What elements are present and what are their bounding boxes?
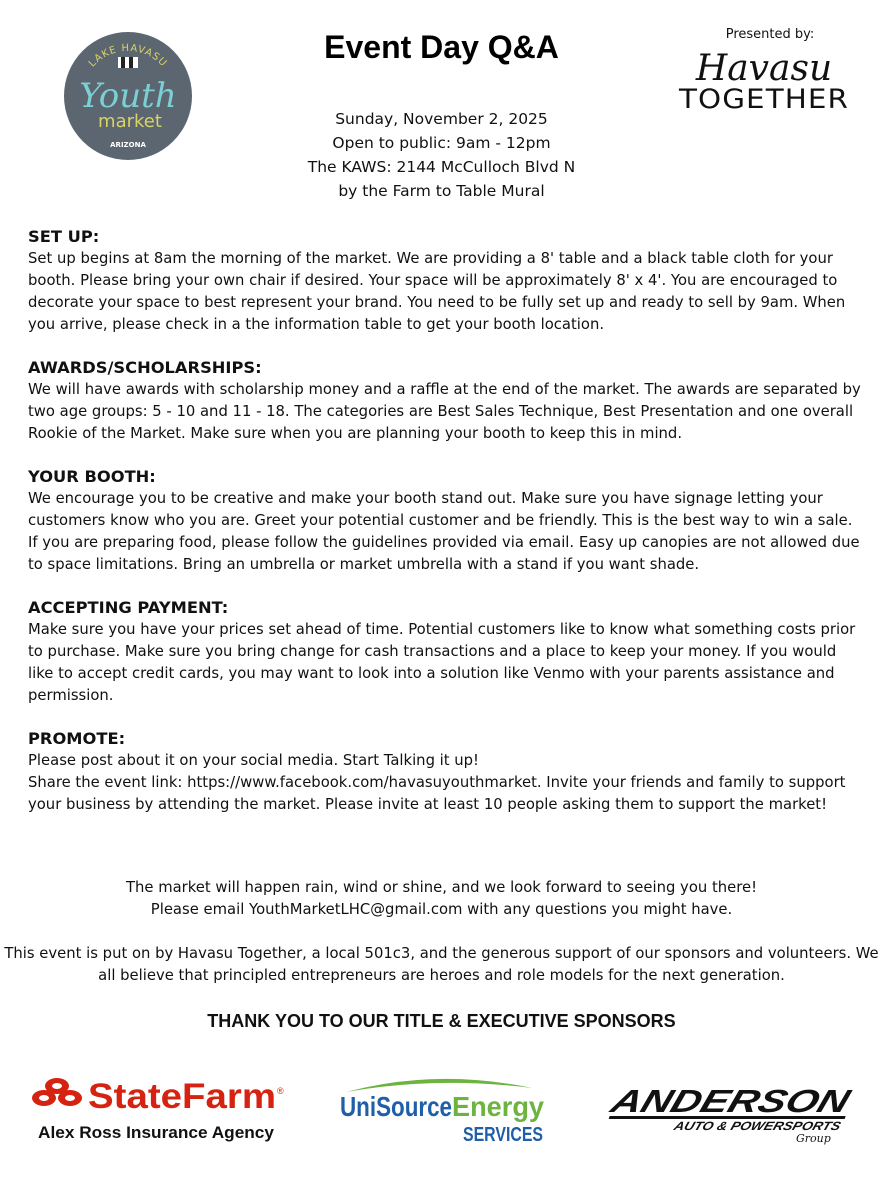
closing-line-email: Please email YouthMarketLHC@gmail.com with any questions you might have. bbox=[150, 901, 733, 918]
havasu-together-logo bbox=[676, 46, 852, 116]
anderson-group: Group bbox=[796, 1132, 831, 1145]
event-date: Sunday, November 2, 2025 bbox=[335, 110, 548, 128]
event-info bbox=[0, 107, 883, 203]
logo-arizona-text: ARIZONA bbox=[110, 141, 146, 149]
state-farm-logo bbox=[30, 1072, 290, 1147]
section-text: Set up begins at 8am the morning of the market. We are providing a 8' table and a black table cloth for your booth. Please bring your own chair if desired. Your space will be approximately 8' x 4'. You are encouraged to decorate your space to best represent your brand. You need to be fully set up and ready to sell by 9am. When you arrive, please check in a the information table to get your booth location. bbox=[28, 250, 846, 333]
section-awards bbox=[28, 357, 863, 445]
state-farm-agency: Alex Ross Insurance Agency bbox=[38, 1124, 275, 1142]
section-heading: ACCEPTING PAYMENT: bbox=[28, 598, 229, 617]
section-text: We encourage you to be creative and make your booth stand out. Make sure you have signage letting your customers know who you are. Greet your potential customer and be friendly. This is the best way to win a sale. If you are preparing food, please follow the guidelines provided via email. Easy up canopies are not allowed due to space limitations. Bring an umbrella or market umbrella with a stand if you want shade. bbox=[28, 490, 860, 573]
havasu-script-text: Havasu bbox=[695, 48, 833, 89]
logo-market-text: market bbox=[98, 111, 162, 132]
sponsors-heading: THANK YOU TO OUR TITLE & EXECUTIVE SPONSORS bbox=[207, 1011, 676, 1031]
section-heading: PROMOTE: bbox=[28, 729, 126, 748]
section-setup bbox=[28, 226, 863, 336]
event-location-detail: by the Farm to Table Mural bbox=[338, 182, 545, 200]
closing-line-about: This event is put on by Havasu Together, a local 501c3, and the generous support of our sponsors and volunteers. We all believe that principled entrepreneurs are heroes and role models for the next generation. bbox=[4, 945, 879, 984]
presented-by-label: Presented by: bbox=[725, 27, 815, 42]
section-heading: YOUR BOOTH: bbox=[28, 467, 156, 486]
section-promote bbox=[28, 728, 863, 816]
event-location: The KAWS: 2144 McCulloch Blvd N bbox=[307, 158, 576, 176]
unisource-services: SERVICES bbox=[463, 1124, 543, 1146]
anderson-logo bbox=[600, 1078, 862, 1148]
logo-ring-text: LAKE HAVASU bbox=[86, 42, 170, 70]
state-farm-registered-mark: ® bbox=[277, 1086, 284, 1096]
section-heading: AWARDS/SCHOLARSHIPS: bbox=[28, 358, 262, 377]
anderson-name: ANDERSON bbox=[606, 1082, 802, 1119]
section-text: We will have awards with scholarship money and a raffle at the end of the market. The awards are separated by two age groups: 5 - 10 and 11 - 18. The categories are Best Sales Technique, Best Presentation and one overall Rookie of the Market. Make sure when you are planning your booth to keep this in mind. bbox=[28, 381, 861, 442]
section-booth bbox=[28, 466, 863, 576]
event-hours: Open to public: 9am - 12pm bbox=[332, 134, 551, 152]
closing-line-weather: The market will happen rain, wind or shine, and we look forward to seeing you there! bbox=[125, 879, 758, 896]
closing-message bbox=[0, 877, 883, 921]
unisource-name: UniSource bbox=[340, 1091, 452, 1122]
together-text: TOGETHER bbox=[677, 84, 849, 115]
anderson-sub: AUTO & POWERSPORTS bbox=[672, 1119, 820, 1133]
unisource-energy-logo bbox=[336, 1072, 548, 1147]
qa-sections bbox=[28, 226, 863, 837]
logo-youth-text: Youth bbox=[79, 76, 177, 116]
state-farm-ovals-icon bbox=[32, 1078, 82, 1106]
page-title: Event Day Q&A bbox=[324, 29, 559, 65]
state-farm-name: StateFarm bbox=[88, 1077, 276, 1116]
section-text: Make sure you have your prices set ahead of time. Potential customers like to know what something costs prior to purchase. Make sure you bring change for cash transactions and a place to keep your money. If you would like to accept credit cards, you may want to look into a solution like Venmo with your parents assistance and permission. bbox=[28, 621, 856, 704]
section-payment bbox=[28, 597, 863, 707]
section-text-share-link: Share the event link: https://www.facebook.com/havasuyouthmarket. Invite your friends and family to support your business by attending the market. Please invite at least 10 people asking them to support the market! bbox=[28, 774, 846, 813]
section-text: Please post about it on your social media. Start Talking it up! bbox=[28, 752, 479, 769]
unisource-energy-word: Energy bbox=[452, 1091, 545, 1122]
section-heading: SET UP: bbox=[28, 227, 100, 246]
